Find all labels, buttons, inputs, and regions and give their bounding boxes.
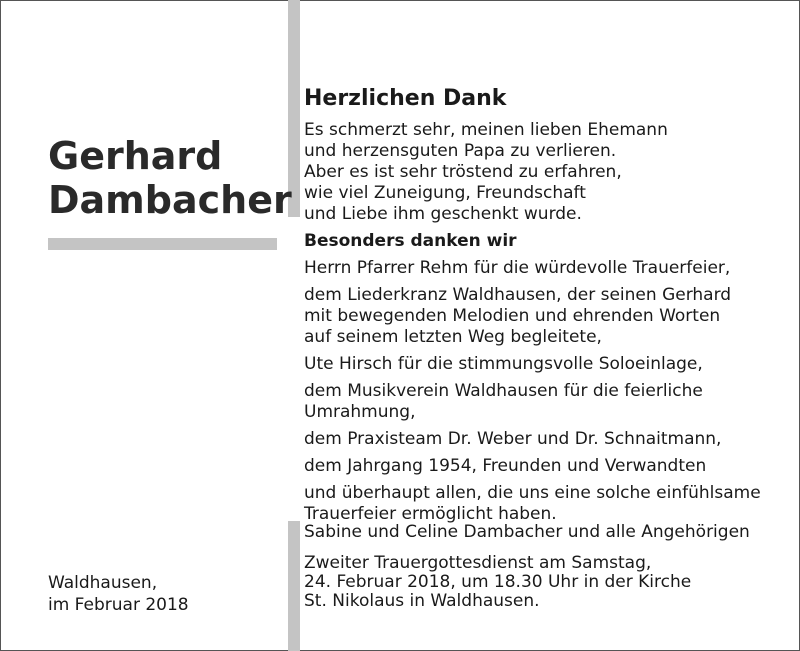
family-signature: Sabine und Celine Dambacher und alle Angehörigen: [304, 522, 750, 542]
thanks-item: [304, 285, 761, 348]
thanks-line: Herrn Pfarrer Rehm für die würdevolle Trauerfeier,: [304, 258, 731, 278]
thanks-item: [304, 456, 761, 477]
thanks-line: Umrahmung,: [304, 402, 416, 422]
date-line: im Februar 2018: [48, 595, 189, 615]
place-line: Waldhausen,: [48, 573, 158, 593]
deceased-last-name: Dambacher: [48, 178, 292, 222]
service-line: Zweiter Trauergottesdienst am Samstag,: [304, 553, 652, 573]
thanks-line: dem Liederkranz Waldhausen, der seinen Gerhard: [304, 285, 732, 305]
thanks-line: Trauerfeier ermöglicht haben.: [304, 504, 557, 524]
thanks-item: [304, 354, 761, 375]
service-line: 24. Februar 2018, um 18.30 Uhr in der Kirche: [304, 572, 692, 592]
thanks-line: auf seinem letzten Weg begleitete,: [304, 327, 602, 347]
thanks-line: dem Jahrgang 1954, Freunden und Verwandten: [304, 456, 707, 476]
thanks-line: dem Musikverein Waldhausen für die feierliche: [304, 381, 703, 401]
thanks-line: und überhaupt allen, die uns eine solche einfühlsame: [304, 483, 761, 503]
thanks-item: [304, 258, 761, 279]
service-notice: [304, 554, 691, 611]
service-line: St. Nikolaus in Waldhausen.: [304, 591, 540, 611]
intro-line: und Liebe ihm geschenkt wurde.: [304, 204, 582, 224]
thanks-line: dem Praxisteam Dr. Weber und Dr. Schnaitmann,: [304, 429, 722, 449]
thanks-list: [304, 258, 761, 531]
thanks-subheading: Besonders danken wir: [304, 231, 517, 251]
thanks-item: [304, 429, 761, 450]
thanks-line: Ute Hirsch für die stimmungsvolle Soloeinlage,: [304, 354, 703, 374]
place-date: [48, 572, 189, 616]
intro-line: Es schmerzt sehr, meinen lieben Ehemann: [304, 120, 668, 140]
thanks-heading: Herzlichen Dank: [304, 86, 507, 111]
thanks-line: mit bewegenden Melodien und ehrenden Worten: [304, 306, 721, 326]
vertical-divider-bottom: [288, 521, 300, 651]
thanks-item: [304, 483, 761, 525]
horizontal-divider: [48, 238, 277, 250]
intro-line: wie viel Zuneigung, Freundschaft: [304, 183, 586, 203]
thanks-item: [304, 381, 761, 423]
intro-line: und herzensguten Papa zu verlieren.: [304, 141, 617, 161]
intro-line: Aber es ist sehr tröstend zu erfahren,: [304, 162, 622, 182]
deceased-first-name: Gerhard: [48, 134, 223, 178]
intro-text: [304, 120, 668, 225]
